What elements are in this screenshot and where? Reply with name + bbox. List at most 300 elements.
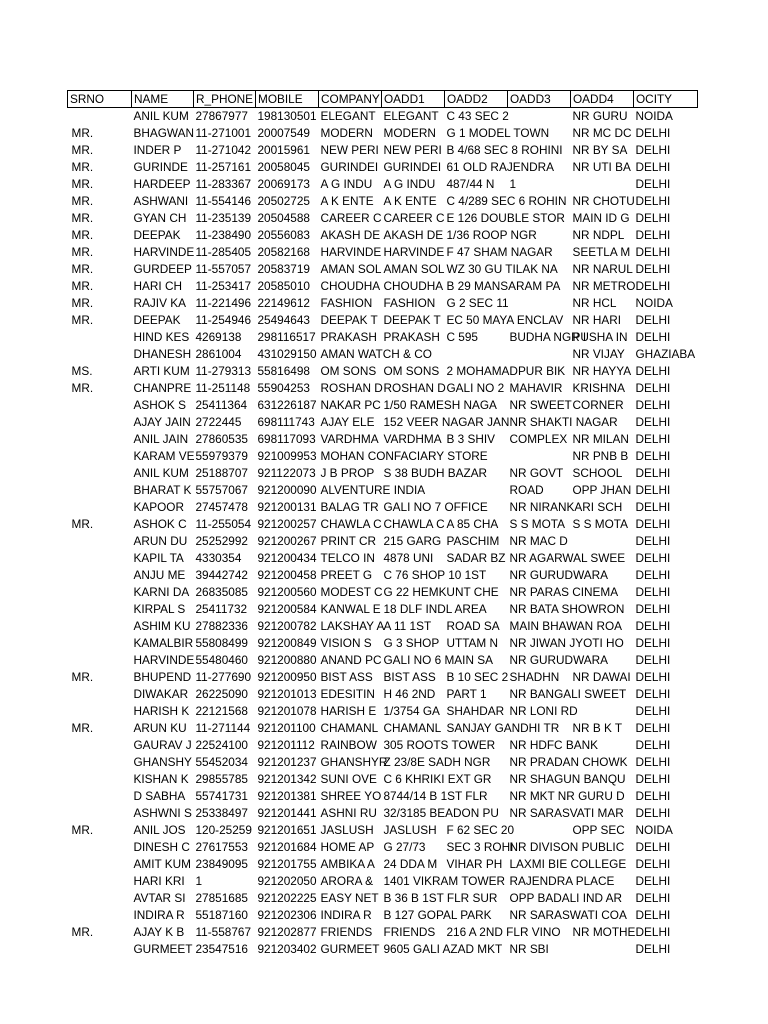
cell-mobile: 921201441	[257, 806, 317, 820]
cell-ocity: DELHI	[635, 262, 671, 276]
cell-company: AMBIKA A	[320, 857, 375, 871]
cell-name: DINESH C	[133, 840, 190, 854]
cell-r-phone: 1	[195, 874, 203, 888]
cell-ocity: NOIDA	[635, 823, 673, 837]
cell-oadd2: 216 A 2ND FLR VINO	[446, 925, 561, 939]
cell-mobile: 25494643	[257, 313, 310, 327]
cell-oadd4: S S MOTA	[572, 517, 628, 531]
cell-srno	[68, 414, 132, 431]
cell-oadd1: CHAWLA C	[383, 517, 445, 531]
cell-oadd2: G 1 MODEL TOWN	[446, 126, 550, 140]
cell-r-phone: 4330354	[195, 551, 242, 565]
table-row	[68, 108, 698, 126]
cell-company: VARDHMA	[320, 432, 379, 446]
cell-mobile: 921201100	[257, 721, 316, 735]
cell-ocity: NOIDA	[635, 109, 673, 123]
table-row	[68, 448, 698, 465]
table-row	[68, 635, 698, 652]
cell-name: GAURAV J	[133, 738, 192, 752]
header-name: NAME	[132, 91, 194, 108]
cell-oadd1: GURINDEI	[383, 160, 442, 174]
cell-oadd3: NR PARAS CINEMA	[509, 585, 619, 599]
cell-srno	[68, 482, 132, 499]
cell-oadd1: 1/3754 GA	[383, 704, 440, 718]
cell-ocity: DELHI	[635, 585, 671, 599]
cell-r-phone: 25252992	[195, 534, 248, 548]
cell-ocity: DELHI	[635, 398, 671, 412]
cell-name: HARVINDE	[133, 653, 195, 667]
cell-mobile: 921202050	[257, 874, 317, 888]
cell-oadd2: C 595	[446, 330, 478, 344]
cell-mobile: 921200090	[257, 483, 317, 497]
table-row	[68, 499, 698, 516]
cell-oadd2: WZ 30 GU TILAK NA	[446, 262, 558, 276]
table-row	[68, 788, 698, 805]
cell-company: TELCO IN	[320, 551, 375, 565]
cell-name: ASHWNI S	[133, 806, 192, 820]
cell-oadd2: PASCHIM	[446, 534, 500, 548]
cell-mobile: 921200267	[257, 534, 317, 548]
cell-oadd1: FRIENDS	[383, 925, 436, 939]
cell-mobile: 921200458	[257, 568, 317, 582]
cell-oadd4: NR GURU	[572, 109, 628, 123]
table-row	[68, 193, 698, 210]
cell-oadd1: BIST ASS	[383, 670, 436, 684]
cell-name: DEEPAK	[133, 228, 181, 242]
cell-oadd4: NR UTI BA	[572, 160, 631, 174]
cell-oadd4: OPP JHAN	[572, 483, 632, 497]
cell-company: MODERN	[320, 126, 373, 140]
cell-r-phone: 11-235139	[195, 211, 252, 225]
cell-oadd1: S 38 BUDH BAZAR	[383, 466, 488, 480]
cell-oadd4: NR NDPL	[572, 228, 625, 242]
cell-srno: MS.	[71, 364, 93, 378]
cell-mobile: 20015961	[257, 143, 310, 157]
cell-oadd3: MAIN BHAWAN ROA	[509, 619, 623, 633]
cell-oadd1: 1401 VIKRAM TOWER	[383, 874, 506, 888]
table-row	[68, 754, 698, 771]
cell-ocity: DELHI	[635, 908, 671, 922]
cell-company: SUNI OVE	[320, 772, 377, 786]
header-oadd2: OADD2	[445, 91, 508, 108]
cell-srno: MR.	[71, 228, 94, 242]
header-r-phone: R_PHONE	[194, 91, 256, 108]
cell-r-phone: 55187160	[195, 908, 248, 922]
cell-oadd3: NR SHAKTI NAGAR	[509, 415, 618, 429]
table-row	[68, 584, 698, 601]
cell-name: HARISH K	[133, 704, 190, 718]
cell-r-phone: 23547516	[195, 942, 248, 956]
table-row	[68, 176, 698, 193]
table-row	[68, 822, 698, 839]
cell-company: KANWAL E	[320, 602, 381, 616]
cell-oadd3: S S MOTA	[509, 517, 565, 531]
cell-ocity: DELHI	[635, 670, 671, 684]
cell-oadd3: NR DIVISON PUBLIC	[509, 840, 625, 854]
cell-oadd3	[508, 822, 571, 839]
table-row	[68, 261, 698, 278]
cell-oadd4: NR METRO	[572, 279, 636, 293]
cell-oadd2: B 3 SHIV	[446, 432, 496, 446]
cell-mobile: 20585010	[257, 279, 310, 293]
cell-mobile: 20582168	[257, 245, 310, 259]
cell-name: INDIRA R	[133, 908, 185, 922]
cell-r-phone: 11-257161	[195, 160, 252, 174]
cell-srno	[68, 941, 132, 958]
cell-ocity: DELHI	[635, 143, 671, 157]
cell-r-phone: 2861004	[195, 347, 242, 361]
cell-srno	[68, 754, 132, 771]
cell-r-phone: 55757067	[195, 483, 248, 497]
cell-oadd2: E 126 DOUBLE STOR	[446, 211, 565, 225]
cell-r-phone: 25411364	[195, 398, 248, 412]
cell-ocity: DELHI	[635, 381, 671, 395]
cell-oadd4	[571, 941, 634, 958]
cell-oadd4: NR B K T	[572, 721, 623, 735]
cell-company: ELEGANT	[320, 109, 376, 123]
cell-ocity: DELHI	[635, 636, 671, 650]
cell-name: BHUPEND	[133, 670, 192, 684]
cell-company: JASLUSH	[320, 823, 374, 837]
cell-srno	[68, 465, 132, 482]
cell-oadd1: AMAN SOL	[383, 262, 445, 276]
cell-r-phone: 27882336	[195, 619, 248, 633]
cell-name: ASHIM KU	[133, 619, 191, 633]
cell-company: GURINDEI	[320, 160, 379, 174]
cell-name: KAPIL TA	[133, 551, 184, 565]
cell-ocity: DELHI	[635, 211, 671, 225]
cell-ocity: DELHI	[635, 415, 671, 429]
cell-mobile: 698111743	[257, 415, 315, 429]
cell-r-phone: 11-271001	[195, 126, 252, 140]
cell-r-phone: 11-283367	[195, 177, 252, 191]
cell-ocity: DELHI	[635, 704, 671, 718]
cell-r-phone: 11-255054	[195, 517, 252, 531]
cell-name: HARVINDE	[133, 245, 195, 259]
cell-ocity: DELHI	[635, 432, 671, 446]
cell-mobile: 921201013	[257, 687, 317, 701]
cell-oadd3: COMPLEX	[509, 432, 568, 446]
cell-srno: MR.	[71, 296, 94, 310]
cell-mobile: 921201755	[257, 857, 317, 871]
cell-name: GHANSHY	[133, 755, 192, 769]
cell-srno	[68, 108, 132, 126]
cell-oadd2: EC 50 MAYA ENCLAV	[446, 313, 564, 327]
cell-company: HOME AP	[320, 840, 375, 854]
cell-oadd3	[508, 448, 571, 465]
cell-oadd1: MODERN	[383, 126, 436, 140]
table-row	[68, 142, 698, 159]
cell-oadd1: A G INDU	[383, 177, 436, 191]
table-row	[68, 414, 698, 431]
cell-oadd4: PUSHA IN	[572, 330, 628, 344]
cell-oadd2: B 29 MANSARAM PA	[446, 279, 561, 293]
cell-r-phone: 22121568	[195, 704, 248, 718]
cell-name: HARI KRI	[133, 874, 185, 888]
cell-mobile: 20504588	[257, 211, 310, 225]
cell-mobile: 921201112	[257, 738, 315, 752]
cell-srno	[68, 788, 132, 805]
cell-name: BHAGWAN	[133, 126, 195, 140]
cell-mobile: 921122073	[257, 466, 316, 480]
cell-srno: MR.	[71, 194, 94, 208]
table-row	[68, 329, 698, 346]
cell-oadd4: NR BY SA	[572, 143, 628, 157]
table-row	[68, 703, 698, 720]
cell-srno: MR.	[71, 126, 94, 140]
cell-oadd4: NR NARUL	[572, 262, 633, 276]
cell-oadd2: SADAR BZ	[446, 551, 506, 565]
cell-r-phone: 55452034	[195, 755, 248, 769]
cell-oadd4	[571, 703, 634, 720]
cell-r-phone: 55480460	[195, 653, 248, 667]
cell-oadd3: SHADHN	[509, 670, 560, 684]
cell-ocity: DELHI	[635, 857, 671, 871]
cell-oadd4: NR CHOTU	[572, 194, 635, 208]
cell-company: GHANSHYR	[320, 755, 388, 769]
cell-name: ARTI KUM	[133, 364, 190, 378]
cell-oadd2: B 4/68 SEC 8 ROHINI	[446, 143, 563, 157]
cell-ocity: DELHI	[635, 568, 671, 582]
cell-oadd1: DEEPAK T	[383, 313, 441, 327]
cell-r-phone: 11-558767	[195, 925, 252, 939]
table-row	[68, 482, 698, 499]
cell-oadd3: NR NIRANKARI SCH	[509, 500, 623, 514]
cell-oadd2: UTTAM N	[446, 636, 499, 650]
cell-name: ANIL JAIN	[133, 432, 189, 446]
cell-r-phone: 55979379	[195, 449, 248, 463]
table-row	[68, 720, 698, 737]
cell-mobile: 921201381	[257, 789, 317, 803]
cell-name: KAPOOR	[133, 500, 184, 514]
table-row	[68, 805, 698, 822]
cell-mobile: 921200782	[257, 619, 317, 633]
cell-oadd1: CAREER C	[383, 211, 445, 225]
cell-r-phone: 22524100	[195, 738, 248, 752]
cell-mobile: 198130501	[257, 109, 317, 123]
table-row	[68, 312, 698, 329]
table-row	[68, 533, 698, 550]
table-row	[68, 890, 698, 907]
cell-srno: MR.	[71, 925, 94, 939]
cell-name: ANIL JOS	[133, 823, 186, 837]
cell-oadd2: 487/44 N	[446, 177, 495, 191]
header-mobile: MOBILE	[256, 91, 319, 108]
cell-oadd1: C 76 SHOP 10 1ST	[383, 568, 487, 582]
cell-name: KARNI DA	[133, 585, 190, 599]
cell-oadd2: 1/36 ROOP NGR	[446, 228, 537, 242]
cell-oadd1: JASLUSH	[383, 823, 437, 837]
cell-r-phone: 27860535	[195, 432, 248, 446]
cell-oadd4: SEETLA M	[572, 245, 631, 259]
cell-r-phone: 11-254946	[195, 313, 252, 327]
cell-oadd3: LAXMI BIE COLLEGE	[509, 857, 627, 871]
cell-oadd3: NR SBI	[509, 942, 549, 956]
cell-mobile: 921200584	[257, 602, 317, 616]
cell-name: KIRPAL S	[133, 602, 186, 616]
cell-ocity: DELHI	[635, 925, 671, 939]
cell-srno	[68, 550, 132, 567]
cell-ocity: DELHI	[635, 330, 671, 344]
cell-ocity: DELHI	[635, 806, 671, 820]
cell-oadd3: RAJENDRA PLACE	[509, 874, 615, 888]
cell-company: EDESITIN	[320, 687, 375, 701]
cell-ocity: DELHI	[635, 466, 671, 480]
cell-mobile: 921200257	[257, 517, 317, 531]
cell-ocity: DELHI	[635, 177, 671, 191]
table-row	[68, 363, 698, 380]
cell-oadd1: 215 GARG	[383, 534, 442, 548]
cell-oadd4: NR HAYYA	[572, 364, 632, 378]
cell-oadd4: NR HCL	[572, 296, 617, 310]
table-row	[68, 465, 698, 482]
cell-company: GURMEET	[320, 942, 380, 956]
cell-srno	[68, 533, 132, 550]
cell-srno	[68, 601, 132, 618]
cell-r-phone: 27617553	[195, 840, 248, 854]
table-row	[68, 873, 698, 890]
cell-name: ARUN KU	[133, 721, 187, 735]
cell-oadd2: F 62 SEC 20	[446, 823, 515, 837]
cell-ocity: DELHI	[635, 738, 671, 752]
cell-mobile: 921200560	[257, 585, 317, 599]
cell-ocity: DELHI	[635, 789, 671, 803]
cell-srno	[68, 346, 132, 363]
cell-srno	[68, 431, 132, 448]
cell-ocity: DELHI	[635, 755, 671, 769]
cell-oadd2: 61 OLD RAJENDRA	[446, 160, 555, 174]
cell-srno: MR.	[71, 177, 94, 191]
cell-name: HARI CH	[133, 279, 183, 293]
cell-name: D SABHA	[133, 789, 186, 803]
cell-mobile: 20556083	[257, 228, 310, 242]
cell-oadd2: C 43 SEC 2	[446, 109, 509, 123]
cell-oadd3: ROAD	[509, 483, 544, 497]
cell-r-phone: 27457478	[195, 500, 248, 514]
cell-srno	[68, 737, 132, 754]
cell-oadd3: NR SARASVATI MAR	[509, 806, 624, 820]
cell-mobile: 298116517	[257, 330, 316, 344]
cell-r-phone: 39442742	[195, 568, 248, 582]
cell-oadd4: NR MC DC	[572, 126, 632, 140]
cell-oadd2: G 2 SEC 11	[446, 296, 509, 310]
cell-oadd1: 152 VEER NAGAR JAN	[383, 415, 510, 429]
cell-oadd1: ELEGANT	[383, 109, 439, 123]
cell-mobile: 22149612	[257, 296, 310, 310]
cell-oadd4	[571, 533, 634, 550]
cell-mobile: 921202306	[257, 908, 317, 922]
table-row	[68, 550, 698, 567]
cell-oadd4: KRISHNA	[572, 381, 625, 395]
cell-oadd3: NR BANGALI SWEET	[509, 687, 627, 701]
cell-oadd1: G 27/73	[383, 840, 426, 854]
cell-r-phone: 27851685	[195, 891, 248, 905]
table-row	[68, 567, 698, 584]
cell-srno: MR.	[71, 143, 94, 157]
table-row	[68, 244, 698, 261]
cell-r-phone: 11-554146	[195, 194, 252, 208]
header-oadd3: OADD3	[508, 91, 571, 108]
cell-mobile: 921200131	[257, 500, 317, 514]
cell-ocity: DELHI	[635, 891, 671, 905]
cell-oadd4: OPP SEC	[572, 823, 625, 837]
cell-r-phone: 55741731	[195, 789, 248, 803]
cell-oadd1: A K ENTE	[383, 194, 437, 208]
cell-mobile: 431029150	[257, 347, 317, 361]
cell-oadd2: A 85 CHA	[446, 517, 499, 531]
cell-name: ASHWANI	[133, 194, 189, 208]
cell-mobile: 921200849	[257, 636, 317, 650]
cell-name: AVTAR SI	[133, 891, 186, 905]
cell-oadd2: 2 MOHAMADPUR BIK	[446, 364, 566, 378]
cell-srno: MR.	[71, 279, 94, 293]
cell-name: ARUN DU	[133, 534, 188, 548]
cell-ocity: DELHI	[635, 279, 671, 293]
cell-srno	[68, 703, 132, 720]
cell-oadd2: SANJAY GANDHI TR	[446, 721, 560, 735]
cell-company: OM SONS	[320, 364, 377, 378]
cell-r-phone: 2722445	[195, 415, 242, 429]
cell-oadd1: FASHION	[383, 296, 436, 310]
cell-oadd3: NR GURUDWARA	[509, 653, 609, 667]
cell-r-phone: 26835085	[195, 585, 248, 599]
cell-srno	[68, 805, 132, 822]
cell-ocity: DELHI	[635, 942, 671, 956]
cell-srno: MR.	[71, 313, 94, 327]
cell-name: GURINDE	[133, 160, 188, 174]
cell-mobile: 921200434	[257, 551, 317, 565]
cell-oadd2	[445, 482, 508, 499]
header-ocity: OCITY	[634, 91, 698, 108]
cell-r-phone: 11-557057	[195, 262, 252, 276]
table-row	[68, 380, 698, 397]
cell-ocity: DELHI	[635, 194, 671, 208]
cell-oadd1: Z 23/8E SADH NGR	[383, 755, 491, 769]
header-row	[68, 91, 698, 108]
cell-name: KAMALBIR	[133, 636, 194, 650]
cell-oadd3: NR GURUDWARA	[509, 568, 609, 582]
cell-oadd3: NR MKT NR GURU D	[509, 789, 625, 803]
cell-company: MODEST C	[320, 585, 383, 599]
cell-r-phone: 25338497	[195, 806, 248, 820]
cell-oadd1: G 22 HEMKUNT CHE	[383, 585, 499, 599]
cell-company: NAKAR PC	[320, 398, 381, 412]
cell-mobile: 921201684	[257, 840, 317, 854]
cell-oadd1: ROSHAN D	[383, 381, 446, 395]
cell-company: PREET G	[320, 568, 373, 582]
cell-ocity: DELHI	[635, 653, 671, 667]
table-row	[68, 227, 698, 244]
cell-oadd4: CORNER	[572, 398, 624, 412]
table-row	[68, 839, 698, 856]
cell-company: EASY NET	[320, 891, 379, 905]
cell-ocity: DELHI	[635, 228, 671, 242]
cell-r-phone: 26225090	[195, 687, 248, 701]
table-row	[68, 397, 698, 414]
cell-mobile: 921202225	[257, 891, 317, 905]
cell-srno: MR.	[71, 381, 94, 395]
cell-ocity: DELHI	[635, 517, 671, 531]
cell-ocity: DELHI	[635, 160, 671, 174]
cell-mobile: 921201237	[257, 755, 317, 769]
cell-oadd3: NR LONI RD	[509, 704, 578, 718]
table-row	[68, 159, 698, 176]
cell-company: RAINBOW	[320, 738, 377, 752]
cell-company: ROSHAN D	[320, 381, 383, 395]
cell-oadd2: ROAD SA	[446, 619, 500, 633]
cell-r-phone: 11-221496	[195, 296, 252, 310]
cell-company: VISION S	[320, 636, 372, 650]
